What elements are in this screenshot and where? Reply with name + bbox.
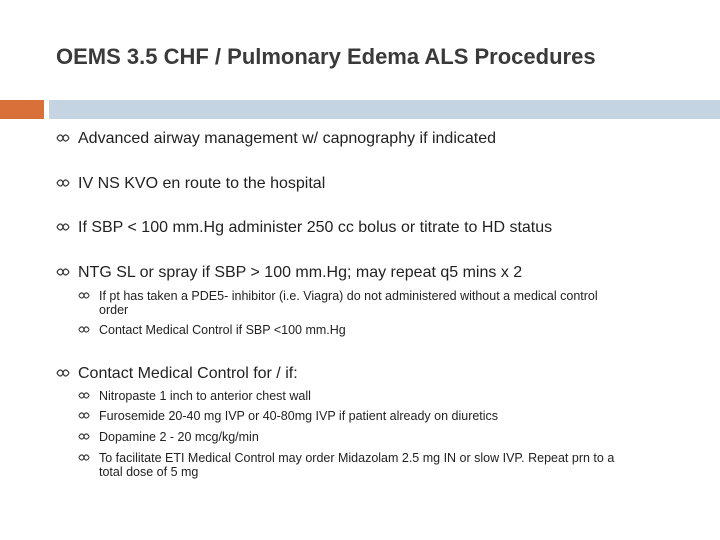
sub-bullet-line: total dose of 5 mg <box>99 465 199 479</box>
sub-bullet-line: Nitropaste 1 inch to anterior chest wall <box>99 389 311 403</box>
wingding-bullet-icon <box>56 178 70 188</box>
wingding-bullet-icon <box>56 222 70 232</box>
sub-bullet-line: Dopamine 2 - 20 mcg/kg/min <box>99 430 259 444</box>
wingding-bullet-icon <box>56 267 70 277</box>
accent-bar-blue <box>49 100 720 119</box>
slide-title: OEMS 3.5 CHF / Pulmonary Edema ALS Procedures <box>56 44 596 69</box>
wingding-bullet-icon <box>78 432 90 441</box>
sub-bullet-text <box>99 451 614 479</box>
sub-bullet-text <box>99 430 259 444</box>
bullet-text: Advanced airway management w/ capnography if indicated <box>78 130 497 147</box>
sub-bullet-line: order <box>99 303 129 317</box>
sub-bullet-text <box>99 409 498 423</box>
wingding-bullet-icon <box>78 391 90 400</box>
bullet-text: NTG SL or spray if SBP > 100 mm.Hg; may repeat q5 mins x 2 <box>78 264 523 281</box>
sub-bullet-line: Furosemide 20-40 mg IVP or 40-80mg IVP if patient already on diuretics <box>99 409 499 423</box>
sub-bullet-text <box>99 389 311 403</box>
sub-bullet-line: To facilitate ETI Medical Control may order Midazolam 2.5 mg IN or slow IVP. Repeat prn to a <box>99 451 615 465</box>
sub-bullet-text <box>99 289 598 317</box>
wingding-bullet-icon <box>78 453 90 462</box>
bullet-text: IV NS KVO en route to the hospital <box>78 175 326 192</box>
sub-bullet-text <box>99 323 346 337</box>
wingding-bullet-icon <box>78 325 90 334</box>
accent-bar-orange <box>0 100 44 119</box>
bullet-text: Contact Medical Control for / if: <box>78 365 298 382</box>
sub-bullet-line: If pt has taken a PDE5- inhibitor (i.e. Viagra) do not administered without a medical control <box>99 289 598 303</box>
wingding-bullet-icon <box>78 291 90 300</box>
sub-bullet-line: Contact Medical Control if SBP <100 mm.Hg <box>99 323 346 337</box>
bullet-text: If SBP < 100 mm.Hg administer 250 cc bolus or titrate to HD status <box>78 219 553 236</box>
wingding-bullet-icon <box>56 368 70 378</box>
wingding-bullet-icon <box>78 411 90 420</box>
wingding-bullet-icon <box>56 133 70 143</box>
